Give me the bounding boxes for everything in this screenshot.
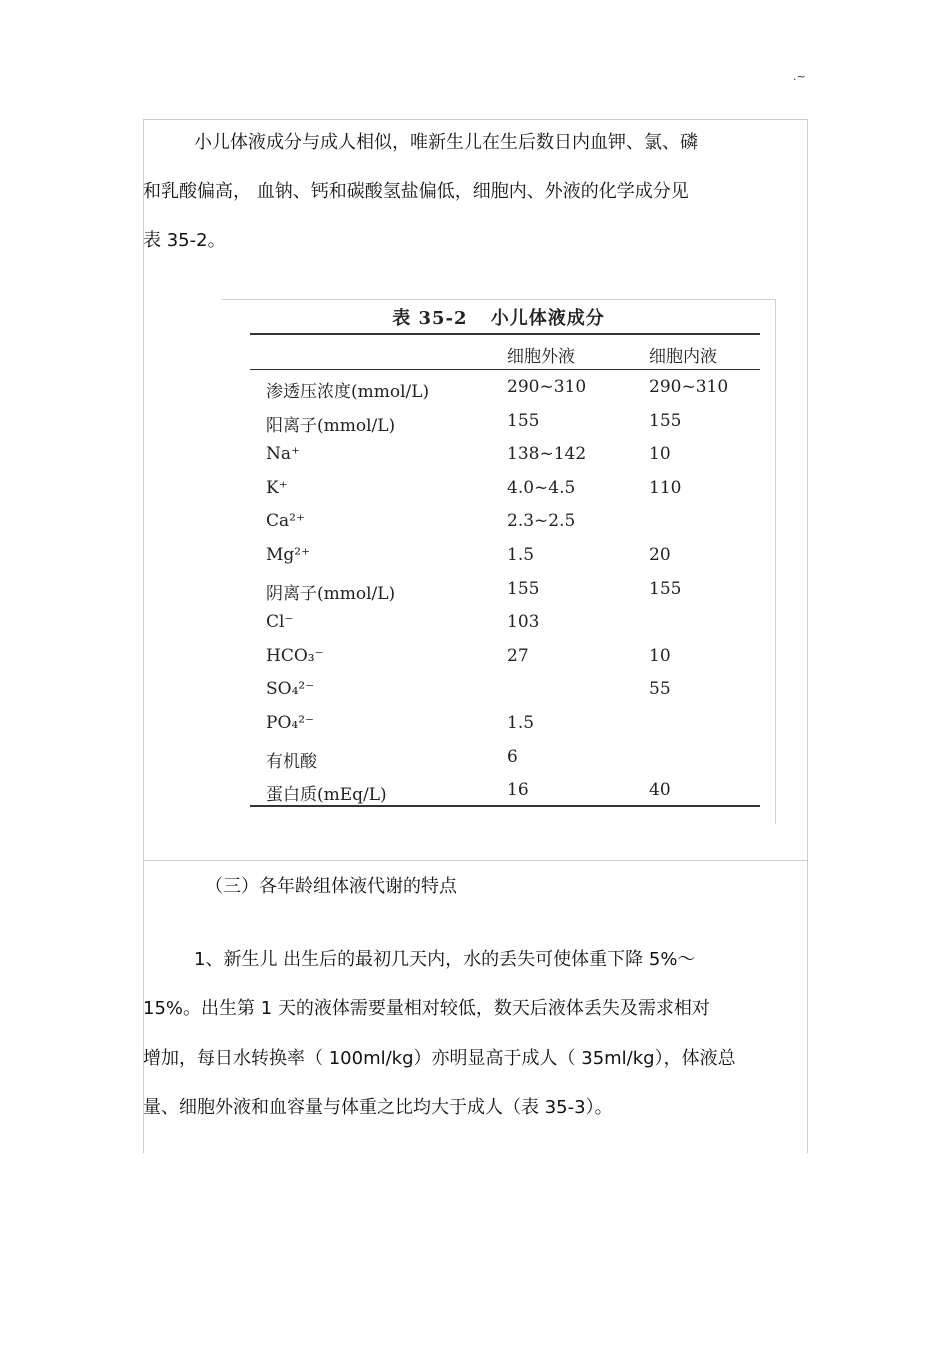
table-row: [222, 646, 775, 674]
col-header-intracellular: 细胞内液: [649, 347, 717, 367]
section-heading: （三）各年龄组体液代谢的特点: [205, 876, 457, 897]
row-label: 阳离子(mmol/L): [266, 415, 396, 436]
fluid-composition-table: [222, 299, 776, 824]
table-caption: [222, 304, 775, 330]
cell-intracellular: 20: [649, 545, 671, 565]
page-corner-mark: .~: [793, 70, 806, 83]
cell-extracellular: 1.5: [507, 713, 535, 733]
table-row: [222, 713, 775, 741]
newborn-line-1: 1、新生儿 出生后的最初几天内，水的丢失可使体重下降 5%～: [194, 949, 696, 970]
table-row: [222, 679, 775, 707]
row-label: 有机酸: [266, 751, 317, 772]
newborn-line-2: 15%。出生第 1 天的液体需要量相对较低，数天后液体丢失及需求相对: [143, 998, 710, 1019]
row-label: Cl⁻: [266, 612, 294, 633]
cell-extracellular: 155: [507, 578, 540, 599]
cell-extracellular: 138~142: [507, 444, 587, 465]
table-row: [222, 545, 775, 573]
table-row: [222, 411, 775, 439]
intro-line-2: 和乳酸偏高， 血钠、钙和碳酸氢盐偏低，细胞内、外液的化学成分见: [143, 181, 689, 202]
cell-extracellular: 155: [507, 410, 540, 431]
table-row: [222, 444, 775, 472]
cell-intracellular: 10: [649, 645, 671, 666]
row-label: HCO₃⁻: [266, 645, 324, 666]
row-label: Mg²⁺: [266, 545, 311, 565]
table-row: [222, 377, 775, 405]
row-label: PO₄²⁻: [266, 713, 314, 733]
cell-extracellular: 1.5: [507, 545, 535, 565]
cell-extracellular: 290~310: [507, 377, 587, 397]
cell-intracellular: 155: [649, 578, 682, 599]
table-row: [222, 478, 775, 506]
table-row: [222, 511, 775, 539]
row-label: 蛋白质(mEq/L): [266, 785, 387, 806]
cell-extracellular: 4.0~4.5: [507, 477, 576, 498]
intro-line-1: 小儿体液成分与成人相似，唯新生儿在生后数日内血钾、氯、磷: [194, 132, 698, 153]
cell-extracellular: 6: [507, 746, 518, 767]
col-header-extracellular: 细胞外液: [507, 347, 575, 367]
table-bottom-rule: [250, 805, 760, 807]
cell-intracellular: 10: [649, 444, 671, 465]
table-row: [222, 780, 775, 808]
newborn-line-3: 增加，每日水转换率（ 100ml/kg）亦明显高于成人（ 35ml/kg），体液总: [143, 1048, 736, 1069]
cell-intracellular: 40: [649, 780, 671, 801]
cell-intracellular: 110: [649, 477, 682, 498]
newborn-line-4: 量、细胞外液和血容量与体重之比均大于成人（表 35-3）。: [143, 1097, 613, 1118]
cell-intracellular: 155: [649, 410, 682, 431]
table-row: [222, 612, 775, 640]
cell-extracellular: 103: [507, 612, 540, 633]
row-label: Ca²⁺: [266, 511, 305, 532]
table-row: [222, 747, 775, 775]
table-row: [222, 579, 775, 607]
table-caption-title: 小儿体液成分: [490, 308, 605, 329]
row-label: K⁺: [266, 477, 288, 498]
table-caption-number: 表 35-2: [392, 308, 468, 329]
intro-line-3: 表 35-2。: [143, 230, 226, 251]
cell-intracellular: 290~310: [649, 377, 729, 397]
row-label: SO₄²⁻: [266, 679, 315, 700]
table-header-rule: [250, 369, 760, 370]
cell-extracellular: 2.3~2.5: [507, 511, 576, 532]
cell-extracellular: 16: [507, 780, 529, 801]
table-top-rule: [250, 333, 760, 335]
row-label: 阴离子(mmol/L): [266, 583, 396, 604]
cell-extracellular: 27: [507, 645, 529, 666]
row-label: 渗透压浓度(mmol/L): [266, 382, 430, 402]
cell-intracellular: 55: [649, 679, 671, 700]
row-label: Na⁺: [266, 444, 300, 465]
